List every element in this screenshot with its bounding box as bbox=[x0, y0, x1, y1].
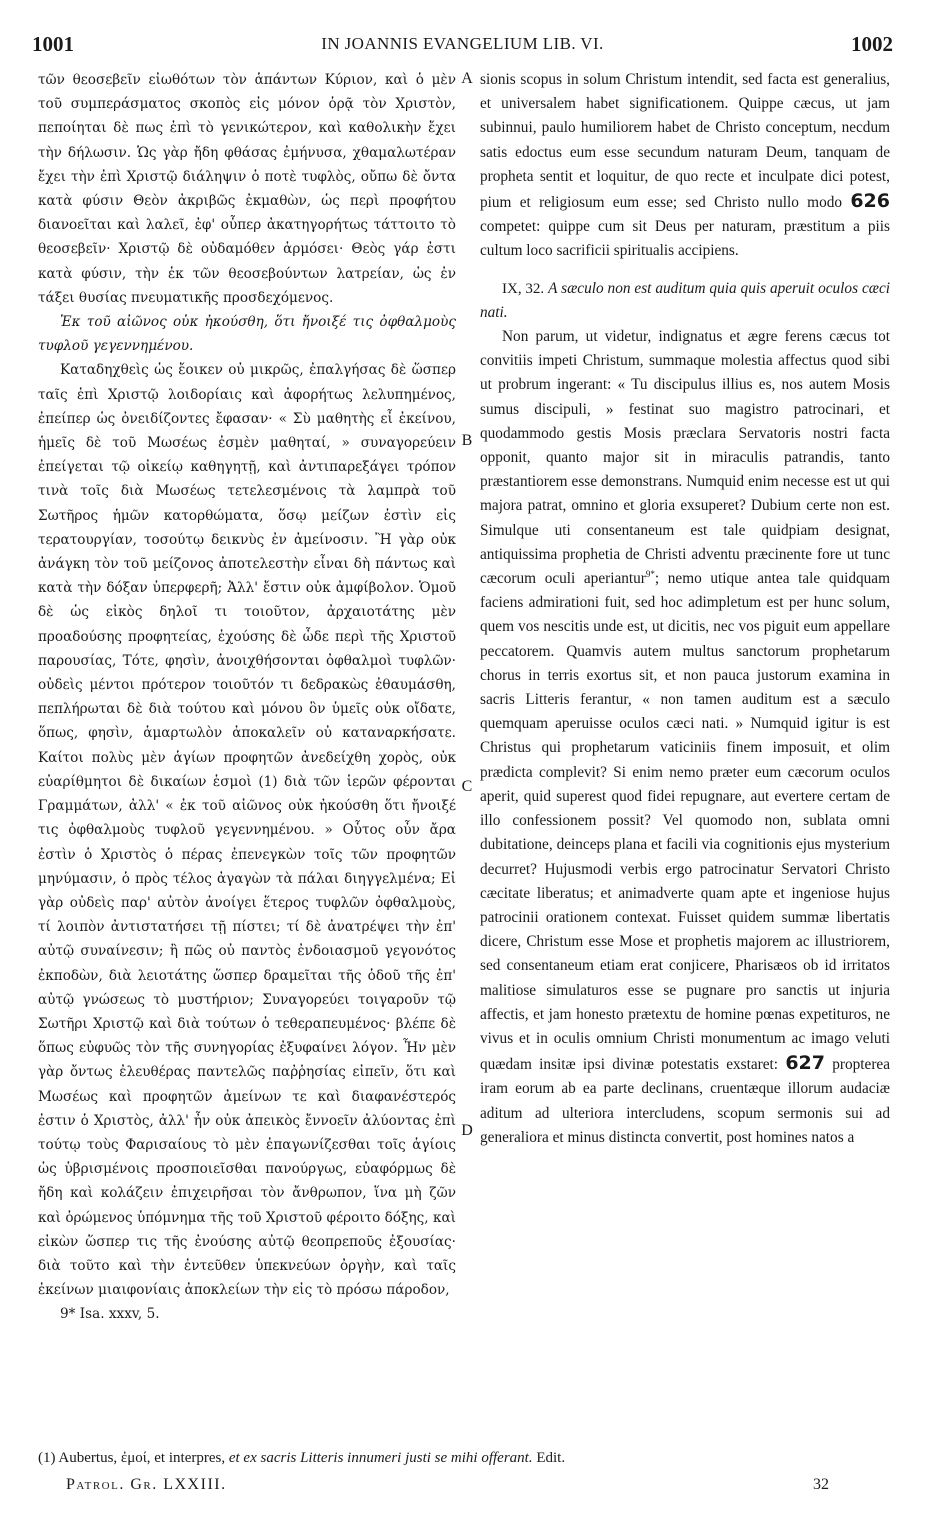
signature-number: 32 bbox=[813, 1476, 829, 1493]
page-number-left: 1001 bbox=[32, 32, 74, 56]
latin-paragraph-2-part-a: Non parum, ut videtur, indignatus et ægre ferens cæcus tot convitiis impeti Christum, summaque molestia affectus quod sibi ut probrum ingerant: « Tu discipulus illius es, nos autem Mosis sumus discipuli, » festinat suo magistro patrocinari, et quodammodo gestis Mosis præclara Servatoris nostri facta opponit, quanto major sit in miraculis patrandis, tanto præstantiorem esse demonstrans. Numquid enim necesse est ut qui majora patrat, omnino et gloria exsuperet? Dubium certe non est. Simulque uti consentaneum est tale quidpiam designat, antiquissima prophetia de Christi adventu præcinente fore ut tunc cæcorum oculi aperiantur bbox=[480, 328, 890, 588]
footnote-marker-9: 9* bbox=[645, 568, 655, 579]
greek-paragraph-2: Καταδηχθεὶς ὡς ἔοικεν οὐ μικρῶς, ἐπαλγήσας δὲ ὥσπερ ταῖς ἐπὶ Χριστῷ λοιδορίαις καὶ ἀφορήτως λελυπημένος, ἐπείπερ ὡς ὀνειδίζοντες ἔφασαν· « Σὺ μαθητὴς εἶ ἐκείνου, ἡμεῖς δὲ τοῦ Μωσέως ἐσμὲν μαθηταί, » συναγορεύειν ἐπείγεται τῷ οἰκείῳ καθηγητῇ, καὶ ἀντιπαρεξάγει τρόπον τινὰ τοῖς διὰ Μωσέως τετελεσμένοις τὰ λαμπρὰ τοῦ Σωτῆρος ἡμῶν κατορθώματα, ὅσῳ μείζων ἐστὶν εἰς τερατουργίαν, τοσούτῳ δεικνὺς ἐν ἀμείνοσιν. Ἢ γὰρ οὐκ ἀνάγκη τὸν τοῦ μείζονος ἀποτελεστὴν εἶναι δὴ πάντως καὶ κατὰ τὴν δόξαν ὑπερφερῆ; Ἀλλ' ἔστιν οὐκ ἀμφίβολον. Ὁμοῦ δὲ ὡς εἰκὸς δηλοῖ τι τοιοῦτον, ἀρχαιοτάτης μὲν προαδούσης προφητείας, ἐχούσης δὲ ὧδε περὶ τῆς Χριστοῦ παρουσίας, Τότε, φησὶν, ἀνοιχθήσονται ὀφθαλμοὶ τυφλῶν· οὐδεὶς μέντοι πρότερον τοιοῦτόν τι δεδρακὼς ἐθαυμάσθη, πεπλήρωται δὲ διὰ τούτου καὶ μόνου ὃν ὑμεῖς οὐκ οἴδατε, ὅπως, φησὶν, ἁμαρτωλὸν ἀποκαλεῖν οὐ καταναρκήσατε. Καίτοι πολὺς μὲν ἁγίων προφητῶν ἀνεδείχθη χορὸς, οὐκ εὐαρίθμητοι δὲ δικαίων ἑσμοὶ (1) διὰ τῶν ἱερῶν φέρονται Γραμμάτων, ἀλλ' « ἐκ τοῦ αἰῶνος οὐκ ἠκούσθη ὅτι ἤνοιξέ τις ὀφθαλμοὺς τυφλοῦ γεγεννημένου. » Οὗτος οὖν ἄρα ἐστὶν ὁ Χριστὸς ὁ πέρας ἐπενεγκὼν τοῖς τῶν προφητῶν μηνύμασιν, ὁ πρὸς τέλος ἀγαγὼν τὰ πάλαι διηγγελμένα; Εἰ γὰρ οὐδεὶς παρ' αὐτὸν ἀνοίγει ἕτερος τυφλῶν ὀφθαλμοὺς, τί λοιπὸν ἀντιστατήσει τῇ πίστει; τί δὲ ἀνατρέψει τὴν ἐπ' αὐτῷ συναίνεσιν; ἢ πῶς οὐ παντὸς ἐνδοιασμοῦ γεγονότος ἐκποδὼν, διὰ λειοτάτης ὥσπερ δραμεῖται τῆς ὁδοῦ τῆς ἐπ' αὐτῷ γνώσεως τὸ μυστήριον; Συναγορεύει τοιγαροῦν τῷ Σωτῆρι Χριστῷ καὶ διὰ τούτων ὁ τεθεραπευμένος· βλέπε δὲ ὅπως εὐφυῶς τὸν τῆς συνηγορίας ἐξυφαίνει λόγον. Ἦν μὲν γὰρ ὄντως ἐλευθέρας παντελῶς παῤῥησίας εἰπεῖν, ὅτι καὶ Μωσέως καὶ προφητῶν ἀμείνων τε καὶ διαφανέστερός ἐστιν ὁ Χριστὸς, ἀλλ' ἦν οὐκ ἀπεικὸς ἔννοεῖν ἀλύοντας ἐπὶ τούτῳ τοὺς Φαρισαίους τὸ μὲν ἐπαγωνίζεσθαι τοῖς ἁγίοις ὡς ὑβρισμένοις προσποιεῖσθαι πανούργως, εὐαφόρμως δὲ ἤδη καὶ κολάζειν ἐπιχειρῆσαι τὸν ἄνθρωπον, ἵνα μὴ ζῶν καὶ ὁρώμενος ὑπόμνημα τῆς τοῦ Χριστοῦ φέροιτο δόξης, καὶ εἰκὼν ὥσπερ τις τῆς ἐνούσης αὐτῷ θεοπρεποῦς ἐξουσίας· διὰ τοῦτο καὶ τὴν ἐντεῦθεν ὑπεκνεύων ὀργὴν, καὶ ταῖς ἐκείνων μιαιφονίαις ἀποκλείων τὴν εἰς τὸ πρόσω πάροδον, bbox=[38, 362, 456, 1299]
latin-paragraph-1 bbox=[480, 68, 890, 264]
margin-letter-c: C bbox=[461, 778, 473, 795]
latin-paragraph-2-part-c: propterea iram eorum ab ea parte declinans, cruentæque illorum audaciæ aditum ad ulteriora intercludens, scopum sermonis sui ad generaliora et minus distincta convertit, post homines natos a bbox=[480, 1056, 891, 1146]
greek-column bbox=[38, 68, 456, 1327]
latin-scripture-lemma bbox=[480, 277, 890, 325]
footnote-text-c: Edit. bbox=[536, 1450, 566, 1466]
running-head bbox=[32, 32, 893, 60]
latin-paragraph-1-part-b: competet: quippe cum sit Deus per naturam, præstitum a piis cultum loco sacrificii spiritualis accipiens. bbox=[480, 218, 890, 260]
verse-reference: IX, 32. bbox=[502, 280, 545, 297]
latin-paragraph-2 bbox=[480, 325, 890, 1150]
footnote-text-b: et ex sacris Litteris innumeri justi se mihi offerant. bbox=[228, 1450, 533, 1466]
footnote bbox=[38, 1450, 565, 1467]
margin-letter-a: A bbox=[461, 70, 473, 87]
signature-mark: Patrol. Gr. LXXIII. bbox=[66, 1476, 227, 1493]
column-number-626: 626 bbox=[850, 190, 890, 213]
running-title: IN JOANNIS EVANGELIUM LIB. VI. bbox=[321, 34, 604, 53]
column-number-627: 627 bbox=[785, 1052, 825, 1075]
margin-letter-b: B bbox=[461, 432, 473, 449]
page-number-right: 1002 bbox=[851, 32, 893, 56]
greek-isaiah-reference: 9* Isa. xxxv, 5. bbox=[60, 1306, 160, 1323]
latin-paragraph-1-part-a: sionis scopus in solum Christum intendit, sed facta est generalius, et universalem habet significationem. Quippe cæcus, ut jam subinnui, paulo humiliorem habet de Christo conceptum, necdum satis edoctus eum esse secundum naturam Deum, tanquam de propheta sentit et loquitur, de quo recte et inculpate dici potest, pium et religiosum eum esse; sed Christo nullo modo bbox=[480, 71, 890, 212]
greek-scripture-lemma: Ἐκ τοῦ αἰῶνος οὐκ ἠκούσθη, ὅτι ἤνοιξέ τις ὀφθαλμοὺς τυφλοῦ γεγεννημένου. bbox=[38, 314, 456, 355]
latin-column bbox=[480, 68, 890, 1150]
margin-letter-d: D bbox=[461, 1122, 473, 1139]
greek-paragraph-1: τῶν θεοσεβεῖν εἰωθότων τὸν ἁπάντων Κύριον, καὶ ὁ μὲν τοῦ συμπεράσματος σκοπὸς εἰς μόνον ὁρᾷ τὸν Χριστὸν, πεποίηται δὲ πως ἐπὶ τὸ γενικώτερον, καὶ καθολικὴν ἔχει τὴν δήλωσιν. Ὡς γὰρ ἤδη φθάσας ἐμήνυσα, χθαμαλωτέραν ἔχει τὴν ἐπὶ Χριστῷ διάληψιν ὁ ποτὲ τυφλὸς, οὔπω δὲ ὄντα κατὰ φύσιν Θεὸν ἀκριβῶς ἐκμαθὼν, ὡς περὶ προφήτου διανοεῖται καὶ λαλεῖ, ἐφ' οὗπερ ἀκατηγορήτως τάττοιτο τὸ θεοσεβεῖν· Χριστῷ δὲ οὐδαμόθεν ἁρμόσει· Θεὸς γάρ ἐστι κατὰ φύσιν, τὴν ἐκ τῶν θεοσεβούντων λατρείαν, ὡς ἐν τάξει θυσίας πνευματικῆς προσδεχόμενος. bbox=[38, 72, 456, 306]
latin-lemma-text: A sæculo non est auditum quia quis aperuit oculos cæci nati. bbox=[480, 279, 890, 321]
footnote-text-a: (1) Aubertus, ἐμοί, et interpres, bbox=[38, 1450, 226, 1466]
latin-paragraph-2-part-b: ; nemo utique antea tale quidquam faciens admirationi fuit, sed hoc adimpletum est per hunc solum, quem vos nescitis unde est, ut dicitis, nec vos piguit eum appellare peccatorem. Quamvis autem multus sanctorum prophetarum chorus in terris exortus sit, et non pauca justorum examina in sacris Litteris ferantur, « non tamen auditum est a sæculo quemquam aperuisse oculos cæci nati. » Numquid igitur is est Christus qui prophetarum vaticiniis finem imposuit, et olim prædicta complevit? Si enim nemo præter eum cæcorum oculos aperit, quid superest quod fidei repugnare, aut evertere certam de illo confessionem possit? Vel quomodo non, sublata omni dubitatione, deinceps plana et facili via cognitionis ejus mysterium decurret? Hujusmodi verbis ergo patrocinatur Servatori Christo cæcitate liberatus; et animadverte quam apte et ingeniose hujus patrocinii orationem contexat. Fuisset quidem summæ libertatis dicere, Christum esse Mose et prophetis majorem ac illustriorem, sed consentaneum etiam erat conjicere, Pharisæos ob id irritatos malitiose simulaturos esse se pugnare pro sanctis ut injuria affectis, et jam honesto prætextu de homine pœnas expetituros, ne vivus et in oculis omnium Christi monumentum ac imago veluti quædam insitæ ipsi divinæ potestatis exstaret: bbox=[480, 570, 890, 1074]
